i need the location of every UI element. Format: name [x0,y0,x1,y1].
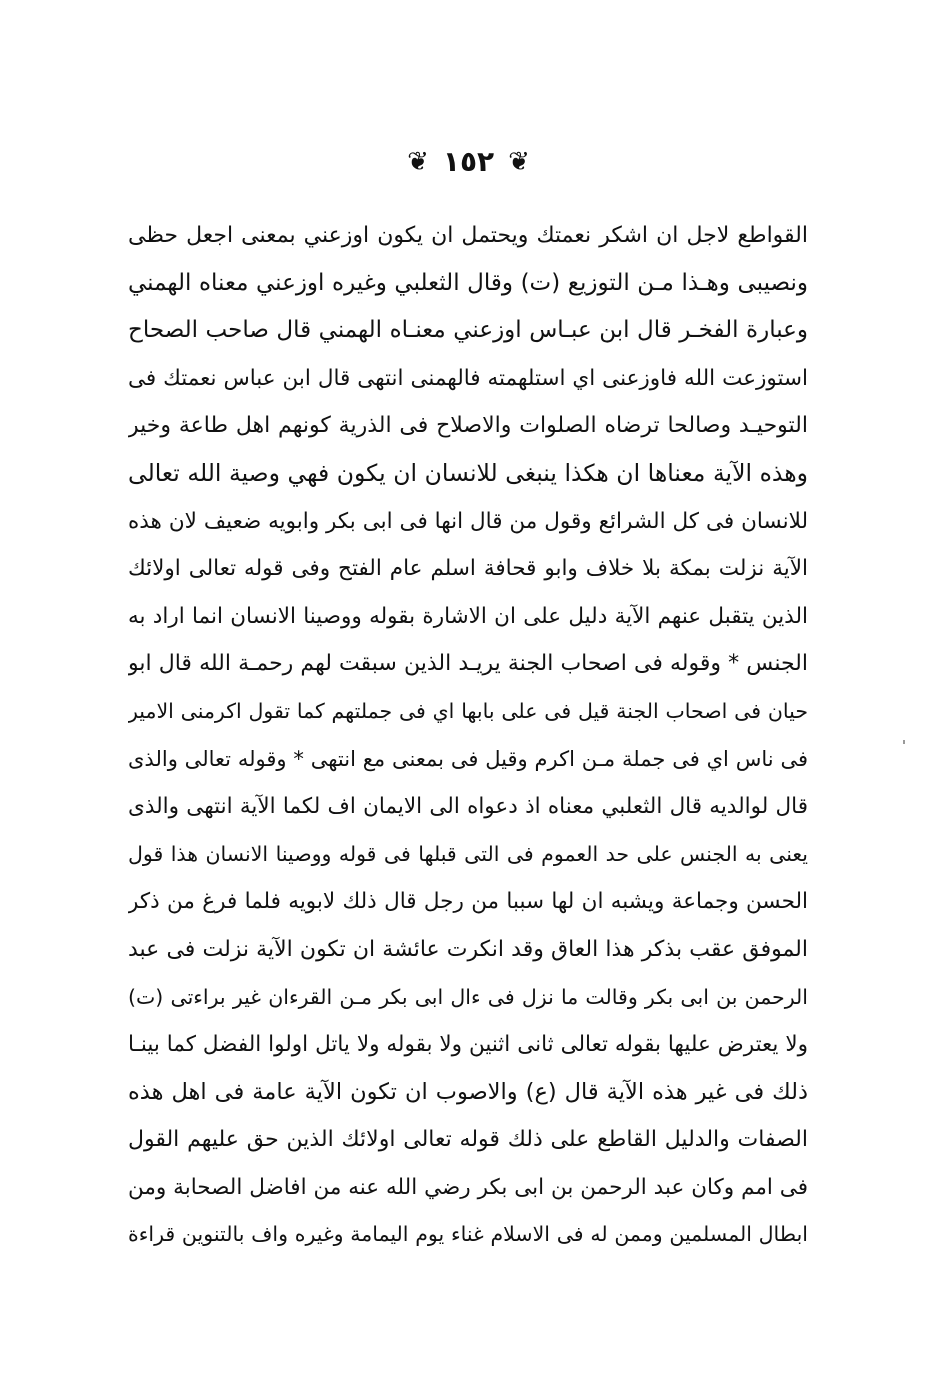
margin-mark [903,740,905,744]
text-line: الموفق عقب بذكر هذا العاق وقد انكرت عائشة ان تكون الآية نزلت فى عبد [128,936,808,962]
text-line: ابطال المسلمين وممن له فى الاسلام غناء يوم اليمامة وغيره واف بالتنوين قراءة [128,1222,808,1247]
page-number: ١٥٢ [442,145,495,178]
text-line: الرحمن بن ابى بكر وقالت ما نزل فى ءال ابى بكر مـن القرءان غير براءتى (ت) [128,984,808,1009]
text-line: ذلك فى غير هذه الآية قال (ع) والاصوب ان تكون الآية عامة فى اهل هذه [128,1078,808,1105]
page-body-text [128,212,808,1259]
text-line: للانسان فى كل الشرائع وقول من قال انها فى ابى بكر وابويه ضعيف لان هذه [128,508,808,534]
text-line: وعبارة الفخـر قال ابن عبـاس اوزعني معنـاه الهمني قال صاحب الصحاح [128,317,808,344]
text-line: فى ناس اي فى جملة مـن اكرم وقيل فى بمعنى مع انتهى * وقوله تعالى والذى [128,746,808,771]
ornament-right-icon: ❦ [508,147,530,177]
text-line: وهذه الآية معناها ان هكذا ينبغى للانسان ان يكون فهي وصية الله تعالى [128,458,808,487]
page-header [0,142,937,182]
ornament-left-icon: ❦ [407,147,429,177]
text-line: الصفات والدليل القاطع على ذلك قوله تعالى اولائك الذين حق عليهم القول [128,1127,808,1153]
text-line: استوزعت الله فاوزعنى اي استلهمته فالهمنى انتهى قال ابن عباس نعمتك فى [128,365,808,391]
text-line: ولا يعترض عليها بقوله تعالى ثانى اثنين ولا بقوله ولا ياتل اولوا الفضل كما بينـا [128,1032,808,1058]
text-line: يعنى به الجنس على حد العموم فى التى قبلها فى قوله ووصينا الانسان هذا قول [128,841,808,866]
text-line: الحسن وجماعة ويشبه ان لها سببا من رجل قال ذلك لابويه فلما فرغ من ذكر [128,889,808,915]
text-line: الجنس * وقوله فى اصحاب الجنة يريـد الذين سبقت لهم رحمـة الله قال ابو [128,651,808,677]
text-line: التوحيـد وصالحا ترضاه الصلوات والاصلاح فى الذرية كونهم اهل طاعة وخير [128,413,808,439]
text-line: فى امم وكان عبد الرحمن بن ابى بكر رضي الله عنه من افاضل الصحابة ومن [128,1174,808,1200]
text-line: قال لوالديه قال الثعلبي معناه اذ دعواه الى الايمان اف لكما الآية انتهى والذى [128,794,808,820]
text-line: ونصيبى وهـذا مـن التوزيع (ت) وقال الثعلبي وغيره اوزعني معناه الهمني [128,269,808,296]
text-line: القواطع لاجل ان اشكر نعمتك ويحتمل ان يكون اوزعني بمعنى اجعل حظى [128,223,808,248]
text-line: الذين يتقبل عنهم الآية دليل على ان الاشارة بقوله ووصينا الانسان انما اراد به [128,603,808,629]
text-line: الآية نزلت بمكة بلا خلاف وابو قحافة اسلم عام الفتح وفى قوله تعالى اولائك [128,556,808,582]
text-line: حيان فى اصحاب الجنة قيل فى على بابها اي فى جملتهم كما تقول اكرمنى الامير [128,698,808,723]
